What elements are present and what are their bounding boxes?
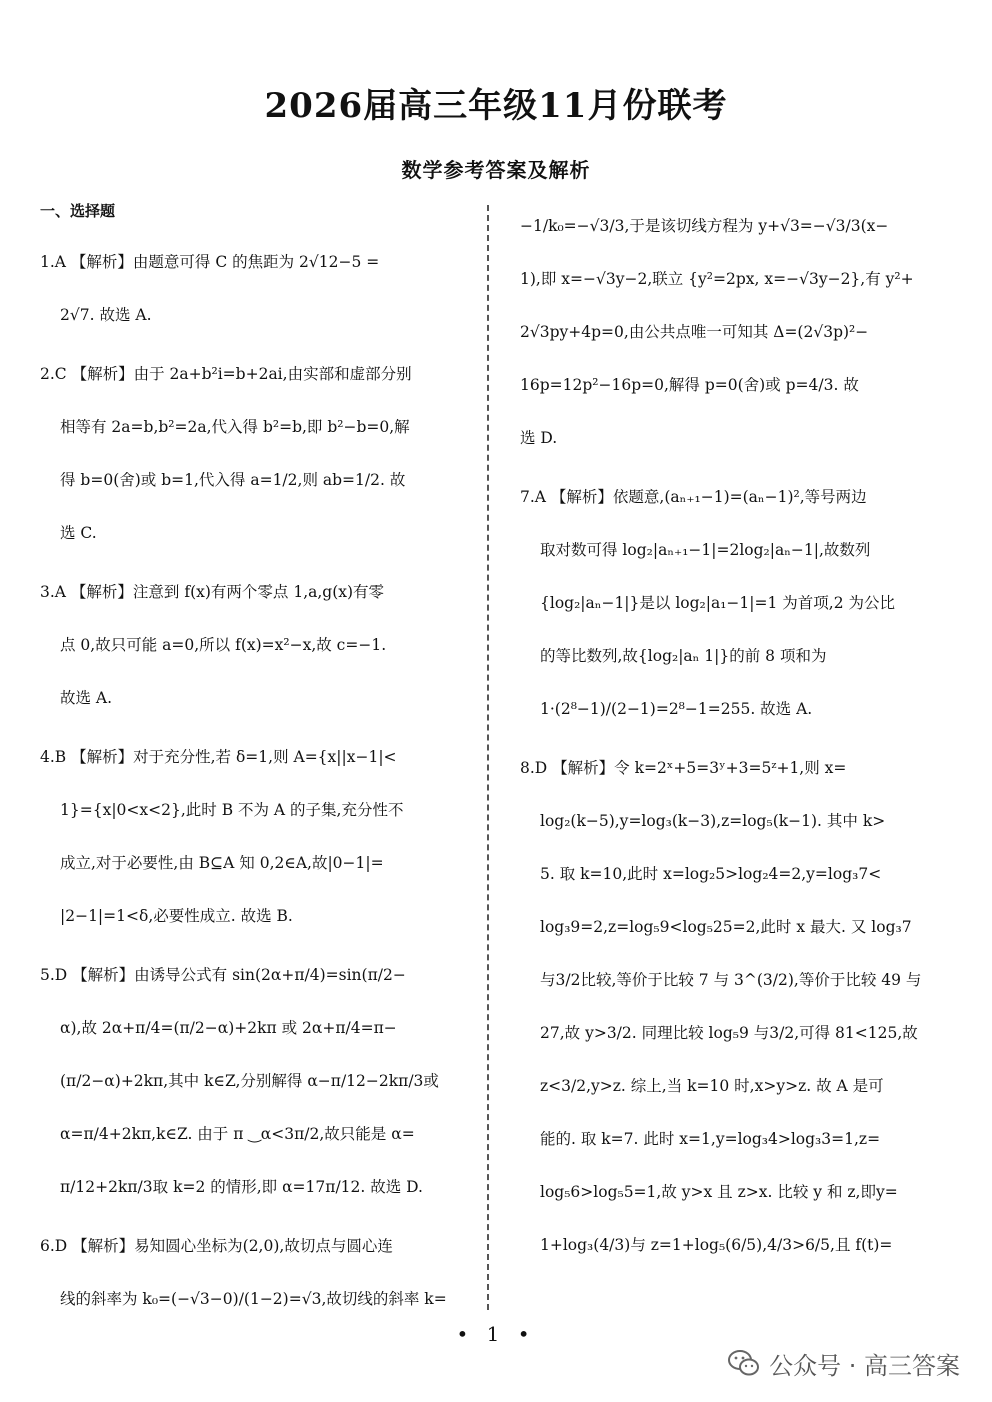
answer-line: 1.A 【解析】由题意可得 C 的焦距为 2√12−5 = xyxy=(40,253,380,271)
answer-line: 2.C 【解析】由于 2a+b²i=b+2ai,由实部和虚部分别 xyxy=(40,365,412,383)
answer-line: 与3/2比较,等价于比较 7 与 3^(3/2),等价于比较 49 与 xyxy=(540,971,922,989)
answer-line: 相等有 2a=b,b²=2a,代入得 b²=b,即 b²−b=0,解 xyxy=(60,418,410,436)
answer-line: 1+log₃(4/3)与 z=1+log₅(6/5),4/3>6/5,且 f(t)= xyxy=(540,1236,893,1254)
answer-line: 5. 取 k=10,此时 x=log₂5>log₂4=2,y=log₃7< xyxy=(540,865,882,883)
answer-line: 选 D. xyxy=(520,429,558,447)
answer-line: log₅6>log₅5=1,故 y>x 且 z>x. 比较 y 和 z,即y= xyxy=(540,1183,898,1201)
answer-line: 1),即 x=−√3y−2,联立 {y²=2px, x=−√3y−2},有 y²+ xyxy=(520,270,914,288)
answer-line: 选 C. xyxy=(60,524,97,542)
answer-line: 2√7. 故选 A. xyxy=(60,306,152,324)
answer-line: 取对数可得 log₂|aₙ₊₁−1|=2log₂|aₙ−1|,故数列 xyxy=(540,541,871,559)
page-title: 2026届高三年级11月份联考 xyxy=(264,86,728,126)
answer-line: |2−1|=1<δ,必要性成立. 故选 B. xyxy=(60,907,293,925)
question-block xyxy=(40,1220,470,1326)
page-number: • 1 • xyxy=(456,1322,536,1346)
answer-line: 得 b=0(舍)或 b=1,代入得 a=1/2,则 ab=1/2. 故 xyxy=(60,471,406,489)
page-subtitle: 数学参考答案及解析 xyxy=(401,158,591,182)
question-block xyxy=(40,949,470,1214)
answer-line: 2√3py+4p=0,由公共点唯一可知其 Δ=(2√3p)²− xyxy=(520,323,869,341)
question-block xyxy=(520,200,950,465)
left-question-list xyxy=(40,236,470,1326)
answer-line: 成立,对于必要性,由 B⊆A 知 0,2∈A,故|0−1|= xyxy=(60,854,384,872)
watermark xyxy=(727,1346,960,1380)
right-question-list xyxy=(520,200,950,1272)
answer-line: 7.A 【解析】依题意,(aₙ₊₁−1)=(aₙ−1)²,等号两边 xyxy=(520,488,867,506)
answer-line: 4.B 【解析】对于充分性,若 δ=1,则 A={x||x−1|< xyxy=(40,748,397,766)
column-divider xyxy=(487,205,489,1310)
answer-line: 故选 A. xyxy=(60,689,113,707)
question-block xyxy=(520,742,950,1272)
answer-line: 16p=12p²−16p=0,解得 p=0(舍)或 p=4/3. 故 xyxy=(520,376,859,394)
answer-line: log₂(k−5),y=log₃(k−3),z=log₅(k−1). 其中 k> xyxy=(540,812,886,830)
answer-line: 的等比数列,故{log₂|aₙ 1|}的前 8 项和为 xyxy=(540,647,827,665)
question-block xyxy=(520,471,950,736)
answer-line: 线的斜率为 k₀=(−√3−0)/(1−2)=√3,故切线的斜率 k= xyxy=(60,1290,447,1308)
question-block xyxy=(40,236,470,342)
question-block xyxy=(40,731,470,943)
answer-line: 6.D 【解析】易知圆心坐标为(2,0),故切点与圆心连 xyxy=(40,1237,393,1255)
answer-line: 点 0,故只可能 a=0,所以 f(x)=x²−x,故 c=−1. xyxy=(60,636,387,654)
question-block xyxy=(40,566,470,725)
answer-line: (π/2−α)+2kπ,其中 k∈Z,分别解得 α−π/12−2kπ/3或 xyxy=(60,1072,439,1090)
answer-line: 5.D 【解析】由诱导公式有 sin(2α+π/4)=sin(π/2− xyxy=(40,966,406,984)
answer-line: π/12+2kπ/3取 k=2 的情形,即 α=17π/12. 故选 D. xyxy=(60,1178,423,1196)
answer-line: −1/k₀=−√3/3,于是该切线方程为 y+√3=−√3/3(x− xyxy=(520,217,889,235)
left-column xyxy=(40,200,470,1332)
answer-line: α),故 2α+π/4=(π/2−α)+2kπ 或 2α+π/4=π− xyxy=(60,1019,397,1037)
answer-line: 27,故 y>3/2. 同理比较 log₅9 与3/2,可得 81<125,故 xyxy=(540,1024,918,1042)
right-column xyxy=(520,200,950,1278)
section-title: 一、选择题 xyxy=(40,202,116,220)
watermark-text: 公众号 · 高三答案 xyxy=(769,1351,960,1380)
answer-line: 1·(2⁸−1)/(2−1)=2⁸−1=255. 故选 A. xyxy=(540,700,813,718)
answer-line: {log₂|aₙ−1|}是以 log₂|a₁−1|=1 为首项,2 为公比 xyxy=(540,594,895,612)
answer-line: 1}={x|0<x<2},此时 B 不为 A 的子集,充分性不 xyxy=(60,801,404,819)
answer-line: log₃9=2,z=log₅9<log₅25=2,此时 x 最大. 又 log₃7 xyxy=(540,918,912,936)
answer-line: α=π/4+2kπ,k∈Z. 由于 π ‿α<3π/2,故只能是 α= xyxy=(60,1125,415,1143)
answer-line: 3.A 【解析】注意到 f(x)有两个零点 1,a,g(x)有零 xyxy=(40,583,385,601)
answer-line: 8.D 【解析】令 k=2ˣ+5=3ʸ+3=5ᶻ+1,则 x= xyxy=(520,759,847,777)
question-block xyxy=(40,348,470,560)
answer-line: z<3/2,y>z. 综上,当 k=10 时,x>y>z. 故 A 是可 xyxy=(540,1077,884,1095)
answer-line: 能的. 取 k=7. 此时 x=1,y=log₃4>log₃3=1,z= xyxy=(540,1130,881,1148)
wechat-icon xyxy=(727,1348,761,1378)
